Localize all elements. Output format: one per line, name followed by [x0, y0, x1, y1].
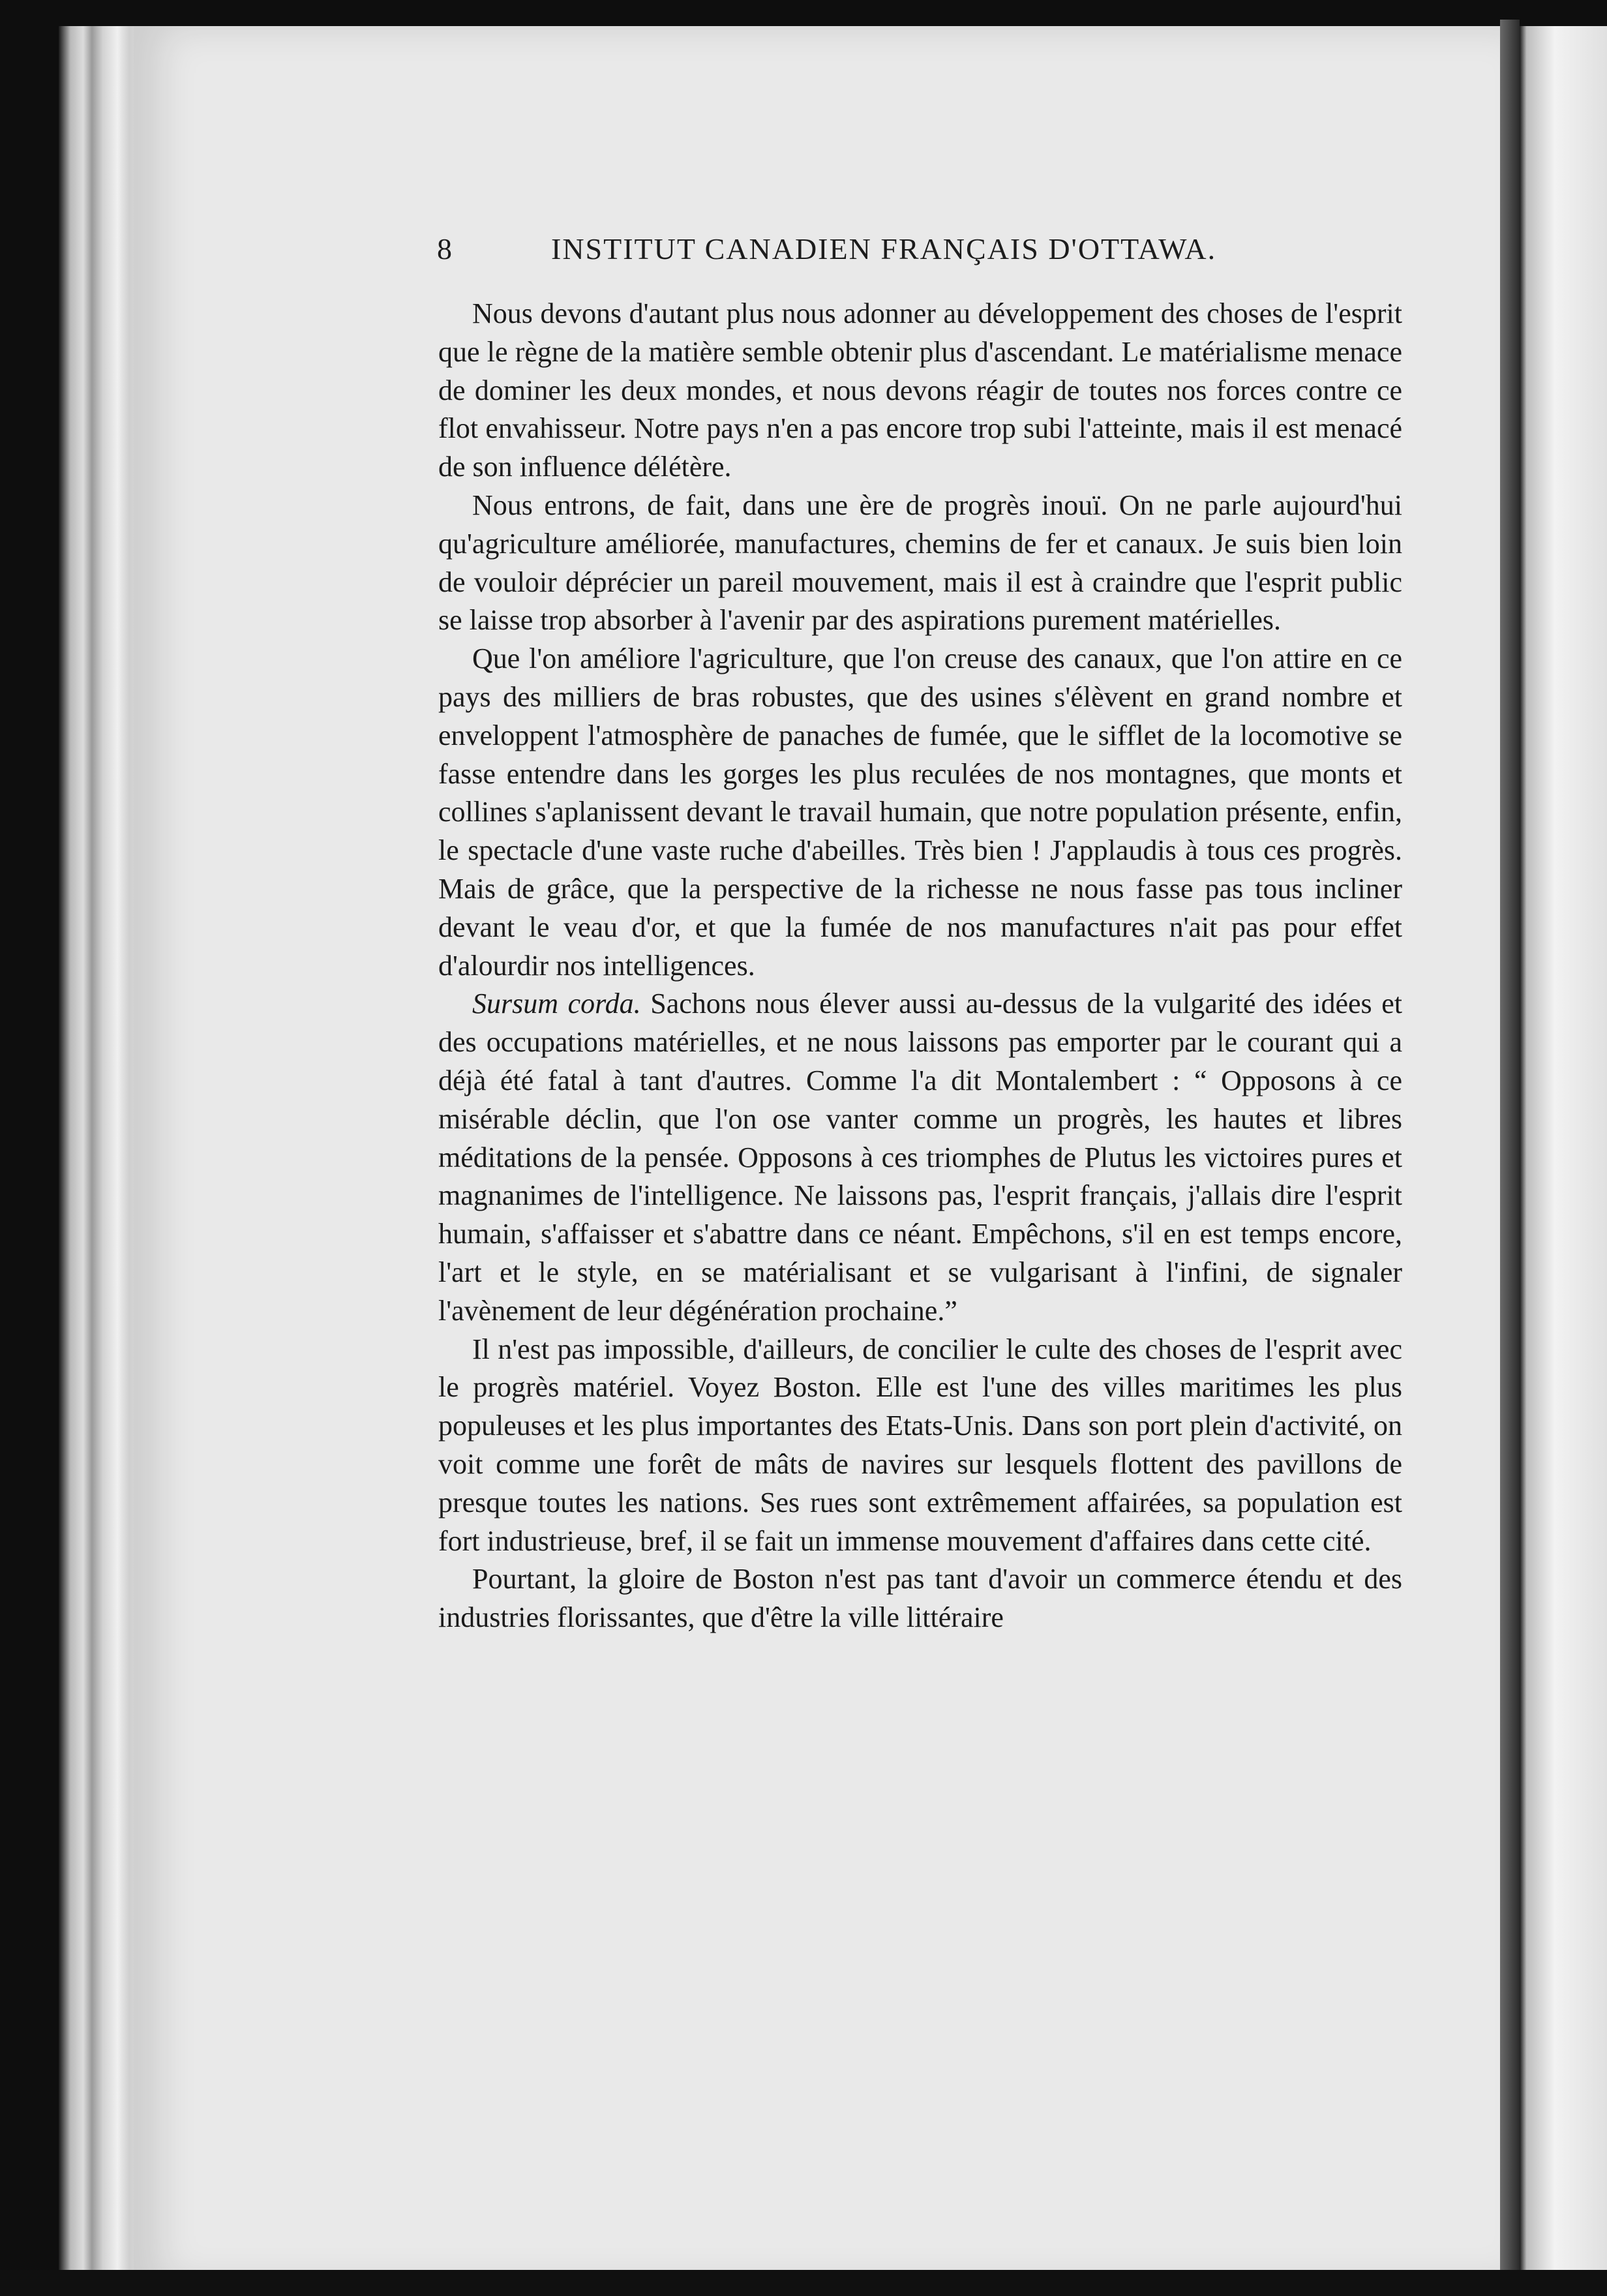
- facing-page-edge: [1520, 26, 1607, 2283]
- page-gutter-shadow: [1500, 20, 1520, 2283]
- page-number: 8: [437, 232, 453, 265]
- paragraph: [438, 640, 1402, 985]
- page-header: [437, 232, 1311, 277]
- paragraph-text: Nous entrons, de fait, dans une ère de progrès inouï. On ne parle aujourd'hui qu'agriculture améliorée, manufactures, chemins de fer et canaux. Je suis bien loin de vouloir déprécier un pareil mouvement, mais il est à craindre que l'esprit public se laisse trop absorber à l'avenir par des aspirations purement matérielles.: [438, 489, 1402, 637]
- running-head: INSTITUT CANADIEN FRANÇAIS D'OTTAWA.: [551, 232, 1217, 265]
- paragraph-text: Que l'on améliore l'agriculture, que l'on creuse des canaux, que l'on attire en ce pays des milliers de bras robustes, que des usines s'élèvent en grand nombre et enveloppent l'atmosphère de panaches de fumée, que le sifflet de la locomotive se fasse entendre dans les gorges les plus reculées de nos montagnes, que monts et collines s'aplanissent devant le travail humain, que notre population présente, enfin, le spectacle d'une vaste ruche d'abeilles. Très bien ! J'applaudis à tous ces progrès. Mais de grâce, que la perspective de la richesse ne nous fasse pas tous incliner devant le veau d'or, et que la fumée de nos manufactures n'ait pas pour effet d'alourdir nos intelligences.: [438, 642, 1402, 982]
- paragraph: [438, 1560, 1402, 1637]
- paragraph: [438, 487, 1402, 640]
- scan-border: [0, 2270, 1607, 2296]
- body-text: [438, 295, 1402, 1637]
- paragraph: [438, 1331, 1402, 1561]
- italic-lead: Sursum corda.: [472, 988, 641, 1020]
- paragraph: [438, 295, 1402, 487]
- paragraph-text: Il n'est pas impossible, d'ailleurs, de concilier le culte des choses de l'esprit avec le progrès matériel. Voyez Boston. Elle est l'une des villes maritimes les plus populeuses et les plus importantes des Etats-Unis. Dans son port plein d'activité, on voit comme une forêt de mâts de navires sur lesquels flottent des pavillons de presque toutes les nations. Ses rues sont extrêmement affairées, sa population est fort industrieuse, bref, il se fait un immense mouvement d'affaires dans cette cité.: [438, 1333, 1402, 1557]
- paragraph-text: Nous devons d'autant plus nous adonner au développement des choses de l'esprit que le règne de la matière semble obtenir plus d'ascendant. Le matérialisme menace de dominer les deux mondes, et nous devons réagir de toutes nos forces contre ce flot envahisseur. Notre pays n'en a pas encore trop subi l'atteinte, mais il est menacé de son influence délétère.: [438, 297, 1402, 483]
- paragraph: [438, 985, 1402, 1330]
- paragraph-text: Pourtant, la gloire de Boston n'est pas tant d'avoir un commerce étendu et des industries florissantes, que d'être la ville littéraire: [438, 1563, 1402, 1634]
- paragraph-text: Sachons nous élever aussi au-dessus de la vulgarité des idées et des occupations matérielles, et ne nous laissons pas emporter par le courant qui a déjà été fatal à tant d'autres. Comme l'a dit Montalembert : “ Opposons à ce misérable déclin, que l'on ose vanter comme un progrès, les hautes et libres méditations de la pensée. Opposons à ces triomphes de Plutus les victoires pures et magnanimes de l'intelligence. Ne laissons pas, l'esprit français, j'allais dire l'esprit humain, s'affaisser et s'abattre dans ce néant. Empêchons, s'il en est temps encore, l'art et le style, en se matérialisant et se vulgarisant à l'infini, de signaler l'avènement de leur dégénération prochaine.”: [438, 988, 1402, 1327]
